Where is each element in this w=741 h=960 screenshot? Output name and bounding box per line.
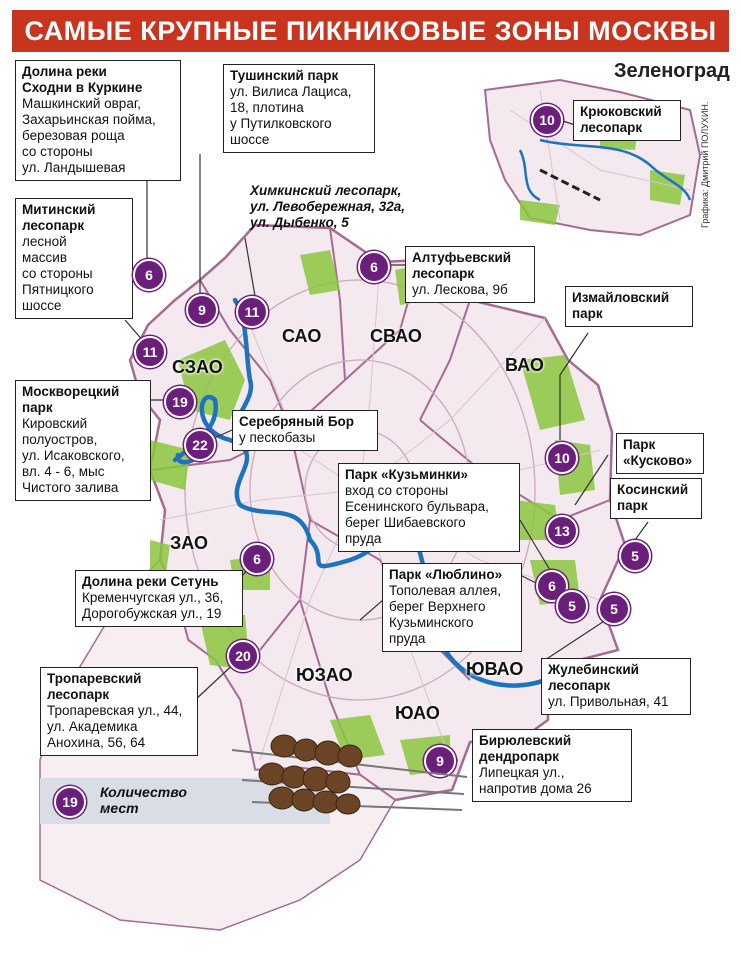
- callout-kuskovo-name: Парк «Кусково»: [623, 437, 693, 468]
- callout-serebryany-name: Серебряный Бор: [239, 414, 355, 429]
- callout-biryulevsky-name: Бирюлевский дендропарк: [479, 733, 572, 764]
- callout-izmailovsky-name: Измайловский парк: [572, 290, 670, 321]
- badge-skhodnya: 6: [133, 259, 165, 291]
- callout-skhodnya-name: Долина реки Сходни в Куркине: [22, 64, 143, 95]
- badge-serebryany: 22: [184, 429, 216, 461]
- district-label-svao: СВАО: [370, 326, 422, 346]
- callout-kryukovsky-name: Крюковский лесопарк: [580, 104, 662, 135]
- callout-lyublino-desc: Тополевая аллея, берег Верхнего Кузьминского пруда: [389, 583, 502, 646]
- district-label-yuvao: ЮВАО: [466, 659, 524, 679]
- callout-mitinsky-desc: лесной массив со стороны Пятницкого шоссе: [22, 234, 94, 313]
- callout-khimkinsky: [244, 180, 440, 235]
- district-label-yuzao: ЮЗАО: [296, 665, 353, 685]
- callout-troparevsky-desc: Тропаревская ул., 44, ул. Академика Анохина, 56, 64: [47, 703, 183, 750]
- district-label-sao: САО: [282, 326, 322, 346]
- callout-moskvoretsky-desc: Кировский полуостров, ул. Исаковского, вл. 4 - 6, мыс Чистого залива: [22, 416, 125, 495]
- credit-text: Графика: Дмитрий ПОЛУХИН.: [700, 101, 710, 228]
- callout-kosinsky-name: Косинский парк: [617, 482, 689, 513]
- callout-troparevsky: [40, 667, 198, 756]
- callout-altufyevsky-name: Алтуфьевский лесопарк: [412, 250, 512, 281]
- callout-biryulevsky-desc: Липецкая ул., напротив дома 26: [479, 765, 592, 796]
- badge-kuskovo: 13: [546, 515, 578, 547]
- callout-mitinsky-name: Митинский лесопарк: [22, 202, 96, 233]
- callout-zhulebinsky-desc: ул. Привольная, 41: [548, 694, 669, 709]
- callout-tushinsky-name: Тушинский парк: [230, 68, 339, 83]
- badge-mitinsky: 11: [134, 336, 166, 368]
- callout-moskvoretsky-name: Москворецкий парк: [22, 384, 120, 415]
- callout-kuzminki-name: Парк «Кузьминки»: [345, 467, 469, 482]
- badge-tushinsky: 9: [186, 294, 218, 326]
- shashlik-skewers-illustration: [232, 722, 472, 822]
- callout-setun-name: Долина реки Сетунь: [82, 574, 219, 589]
- badge-kuzminki: 6: [536, 570, 568, 602]
- badge-biryulevsky: 9: [424, 745, 456, 777]
- callout-kuskovo: [616, 433, 704, 474]
- callout-kuzminki: [338, 463, 520, 552]
- callout-zhulebinsky-name: Жулебинский лесопарк: [548, 662, 639, 693]
- callout-zhulebinsky: [541, 658, 691, 715]
- callout-tushinsky-desc: ул. Вилиса Лациса, 18, плотина у Путилковского шоссе: [230, 84, 352, 147]
- callout-moskvoretsky: [15, 380, 151, 501]
- callout-setun: [75, 570, 243, 627]
- district-label-zao: ЗАО: [170, 533, 209, 553]
- callout-khimkinsky-desc: ул. Левобережная, 32а, ул. Дыбенко, 5: [250, 199, 406, 230]
- badge-setun: 6: [241, 543, 273, 575]
- callout-skhodnya-desc: Машкинский овраг, Захарьинская пойма, березовая роща со стороны ул. Ландышевая: [22, 96, 156, 175]
- callout-serebryany-desc: у пескобазы: [239, 430, 316, 445]
- callout-mitinsky: [15, 198, 133, 319]
- callout-troparevsky-name: Тропаревский лесопарк: [47, 671, 142, 702]
- callout-biryulevsky: [472, 729, 632, 802]
- callout-khimkinsky-name: Химкинский лесопарк,: [250, 183, 402, 198]
- badge-zhulebinsky: 5: [598, 593, 630, 625]
- callout-setun-desc: Кременчугская ул., 36, Дорогобужская ул., 19: [82, 590, 224, 621]
- badge-kryukovsky: 10: [531, 104, 563, 136]
- badge-izmailovsky: 10: [546, 442, 578, 474]
- badge-troparevsky: 20: [227, 640, 259, 672]
- district-label-szao: СЗАО: [172, 357, 223, 377]
- title-bar: [12, 10, 729, 52]
- page-title: САМЫЕ КРУПНЫЕ ПИКНИКОВЫЕ ЗОНЫ МОСКВЫ: [24, 15, 717, 46]
- badge-kosinsky: 5: [619, 540, 651, 572]
- callout-izmailovsky: [565, 286, 693, 327]
- callout-altufyevsky-desc: ул. Лескова, 9б: [412, 282, 508, 297]
- badge-lyublino: 5: [556, 590, 588, 622]
- callout-altufyevsky: [405, 246, 535, 303]
- zelenograd-label: Зеленоград: [614, 60, 730, 82]
- callout-skhodnya: [15, 60, 181, 181]
- callout-lyublino-name: Парк «Люблино»: [389, 567, 503, 582]
- callout-kosinsky: [610, 478, 702, 519]
- callout-lyublino: [382, 563, 522, 652]
- callout-serebryany: [232, 410, 378, 451]
- legend-text: Количество мест: [100, 784, 187, 816]
- district-label-yuao: ЮАО: [395, 703, 440, 723]
- callout-kryukovsky: [573, 100, 681, 141]
- callout-kuzminki-desc: вход со стороны Есенинского бульвара, берег Шибаевского пруда: [345, 483, 489, 546]
- badge-altufyevsky: 6: [358, 251, 390, 283]
- badge-moskvoretsky: 19: [164, 386, 196, 418]
- callout-tushinsky: [223, 64, 375, 153]
- legend-sample-badge: 19: [54, 786, 86, 818]
- badge-khimkinsky: 11: [236, 296, 268, 328]
- district-label-vao: ВАО: [505, 355, 544, 375]
